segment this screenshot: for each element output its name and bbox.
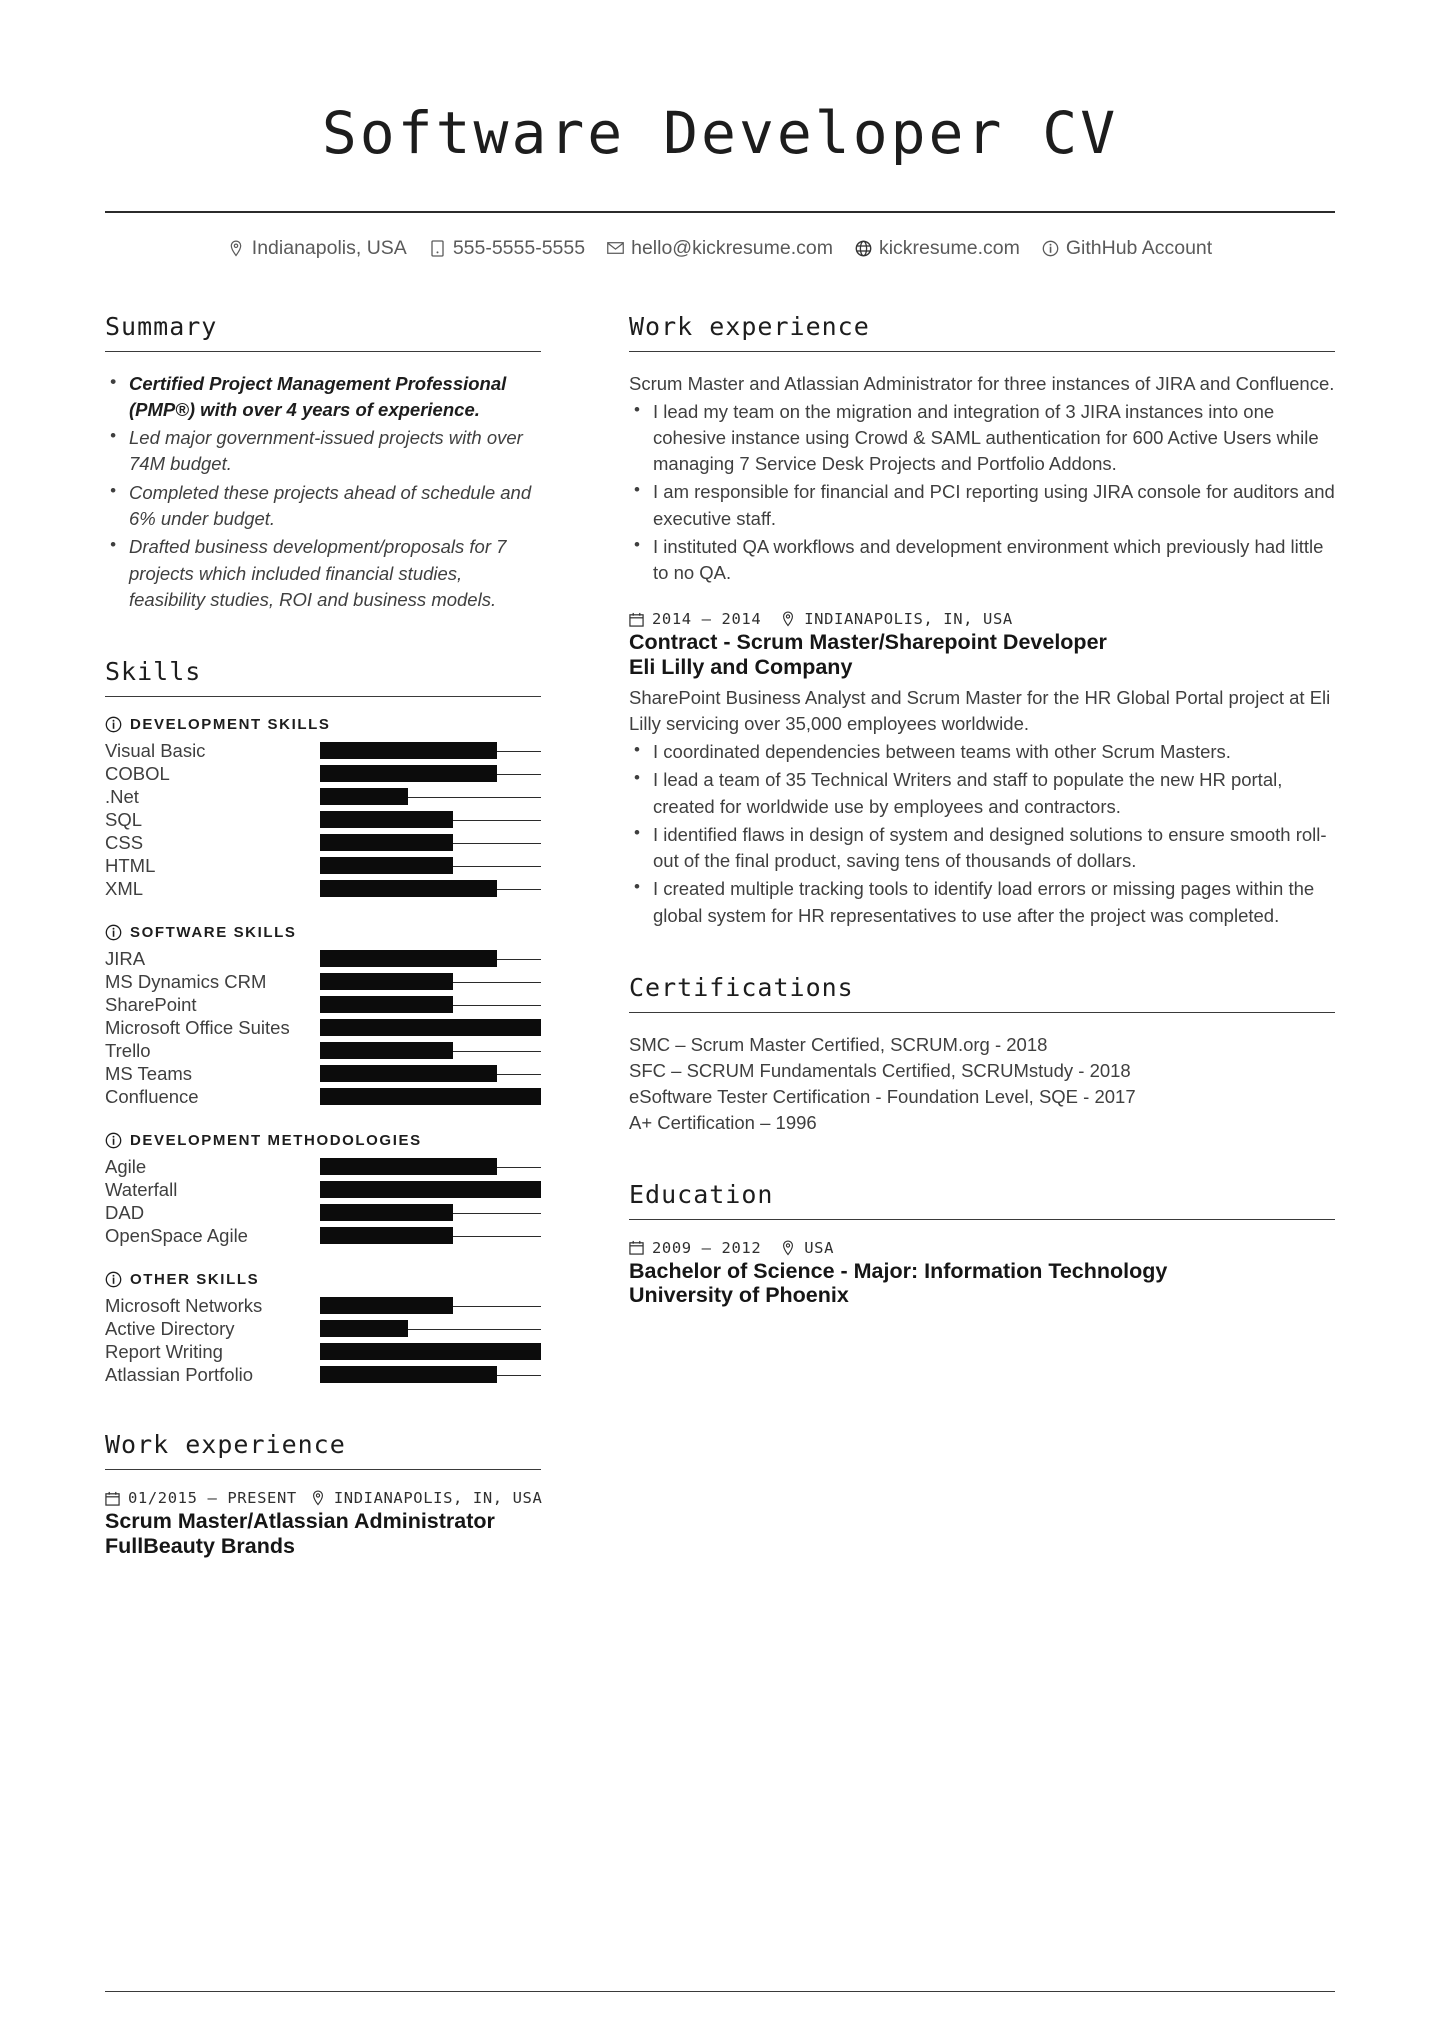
skill-row	[105, 877, 541, 900]
work-experience-section-right	[629, 312, 1335, 929]
skill-bar-fill	[320, 811, 453, 828]
skill-name: MS Dynamics CRM	[105, 970, 267, 992]
contact-text: kickresume.com	[878, 236, 1020, 259]
skill-level-bar	[320, 1320, 541, 1337]
certifications-list	[629, 1032, 1335, 1136]
work-entry-location-left: INDIANAPOLIS, IN, USA	[333, 1489, 543, 1508]
calendar-icon	[105, 1490, 121, 1507]
work-bullet: • I identified flaws in design of system and designed solutions to ensure smooth roll-out of the final product, saving tens of thousands of dollars.	[629, 822, 1335, 875]
skill-group-label: SOFTWARE SKILLS	[130, 924, 297, 942]
skill-name: Atlassian Portfolio	[105, 1363, 254, 1385]
skill-group	[105, 924, 541, 1108]
skill-row	[105, 947, 541, 970]
work-entry-dates-left: 01/2015 – PRESENT	[128, 1489, 297, 1508]
work-entry-title-left: Scrum Master/Atlassian Administrator	[105, 1509, 495, 1534]
skill-name: Report Writing	[105, 1340, 223, 1362]
work-bullet-list-eli-lilly	[629, 739, 1335, 929]
skill-bar-fill	[320, 950, 497, 967]
skill-bar-fill	[320, 834, 453, 851]
work-bullet: • I coordinated dependencies between teams with other Scrum Masters.	[629, 739, 1335, 765]
contact-row	[105, 237, 1335, 260]
skills-divider	[105, 696, 541, 697]
skill-name: Microsoft Networks	[105, 1294, 263, 1316]
certifications-divider	[629, 1012, 1335, 1013]
work-experience-heading-left: Work experience	[105, 1430, 346, 1460]
skill-name: OpenSpace Agile	[105, 1224, 248, 1246]
skill-group	[105, 716, 541, 900]
work-experience-divider-right	[629, 351, 1335, 352]
location-pin-icon	[781, 1239, 797, 1256]
skill-name: Active Directory	[105, 1317, 235, 1339]
skill-row	[105, 1201, 541, 1224]
skill-bar-fill	[320, 1320, 408, 1337]
education-school: University of Phoenix	[629, 1283, 849, 1308]
content-columns	[105, 312, 1335, 1603]
skill-bar-fill	[320, 880, 497, 897]
summary-bullet-list	[105, 371, 541, 613]
skill-name: JIRA	[105, 947, 146, 969]
skill-bar-fill	[320, 1366, 497, 1383]
contact-item-3[interactable]	[855, 237, 1020, 260]
skill-level-bar	[320, 857, 541, 874]
work-entry-meta-left	[105, 1489, 541, 1507]
skill-level-bar	[320, 811, 541, 828]
work-experience-divider-left	[105, 1469, 541, 1470]
certification-line: SMC – Scrum Master Certified, SCRUM.org - 2018	[629, 1033, 1048, 1055]
skill-level-bar	[320, 1019, 541, 1036]
work-entry-meta-right	[629, 610, 1335, 628]
calendar-icon	[629, 1239, 645, 1256]
work-experience-section-left	[105, 1430, 541, 1559]
skill-row	[105, 993, 541, 1016]
skill-bar-fill	[320, 1042, 453, 1059]
skill-level-bar	[320, 1204, 541, 1221]
contact-item-4[interactable]	[1042, 237, 1212, 260]
education-divider	[629, 1219, 1335, 1220]
education-entry	[629, 1239, 1335, 1309]
contact-text: 555-5555-5555	[452, 236, 586, 259]
skill-level-bar	[320, 1088, 541, 1105]
skill-group-label: OTHER SKILLS	[130, 1271, 260, 1289]
skill-level-bar	[320, 1065, 541, 1082]
left-column	[105, 312, 541, 1603]
skill-row	[105, 970, 541, 993]
skill-name: SharePoint	[105, 993, 197, 1015]
summary-bullet: • Led major government-issued projects with over 74M budget.	[105, 425, 541, 478]
skill-name: DAD	[105, 1201, 145, 1223]
work-bullet: • I instituted QA workflows and development environment which previously had little to no QA.	[629, 534, 1335, 587]
education-dates: 2009 – 2012	[652, 1238, 762, 1257]
contact-item-2[interactable]	[607, 237, 833, 260]
skill-level-bar	[320, 1343, 541, 1360]
skill-name: Visual Basic	[105, 739, 206, 761]
skill-bar-fill	[320, 1158, 497, 1175]
skill-row	[105, 1317, 541, 1340]
skill-row	[105, 739, 541, 762]
page-title: Software Developer CV	[321, 99, 1119, 167]
work-bullet: • I created multiple tracking tools to identify load errors or missing pages within the global system for HR representatives to use after the project was completed.	[629, 876, 1335, 929]
education-entry-meta	[629, 1239, 1335, 1257]
info-circle-icon	[105, 716, 122, 733]
skill-row	[105, 1363, 541, 1386]
skill-level-bar	[320, 788, 541, 805]
skill-group-title	[105, 1271, 541, 1288]
work-entry-location-right: INDIANAPOLIS, IN, USA	[804, 610, 1013, 629]
skill-bar-fill	[320, 742, 497, 759]
skill-bar-fill	[320, 1204, 453, 1221]
skill-row	[105, 1039, 541, 1062]
certifications-heading: Certifications	[629, 972, 854, 1002]
skill-row	[105, 1155, 541, 1178]
skill-row	[105, 808, 541, 831]
education-degree: Bachelor of Science - Major: Information Technology	[629, 1258, 1168, 1283]
skill-row	[105, 762, 541, 785]
skill-bar-fill	[320, 973, 453, 990]
skill-bar-fill	[320, 1227, 453, 1244]
skill-row	[105, 854, 541, 877]
summary-bullet: • Drafted business development/proposals for 7 projects which included financial studies, feasibility studies, ROI and business models.	[105, 534, 541, 613]
contact-text: GithHub Account	[1065, 236, 1213, 259]
skill-level-bar	[320, 1042, 541, 1059]
phone-icon	[429, 239, 446, 258]
footer-divider	[105, 1991, 1335, 1992]
skill-level-bar	[320, 742, 541, 759]
work-intro-eli-lilly: SharePoint Business Analyst and Scrum Master for the HR Global Portal project at Eli Lilly servicing over 35,000 employees worldwide.	[629, 687, 1331, 735]
globe-icon	[855, 239, 872, 258]
skill-name: Agile	[105, 1155, 147, 1177]
skill-level-bar	[320, 1366, 541, 1383]
contact-item-1[interactable]	[429, 237, 585, 260]
certification-line: eSoftware Tester Certification - Foundation Level, SQE - 2017	[629, 1085, 1136, 1107]
skills-heading: Skills	[105, 657, 202, 687]
skill-row	[105, 831, 541, 854]
work-entry-dates-right: 2014 – 2014	[652, 610, 762, 629]
skill-bar-fill	[320, 1088, 541, 1105]
skill-level-bar	[320, 1181, 541, 1198]
skill-name: CSS	[105, 831, 144, 853]
skill-level-bar	[320, 765, 541, 782]
skill-name: XML	[105, 877, 144, 899]
skill-name: .Net	[105, 785, 139, 807]
skill-name: COBOL	[105, 762, 170, 784]
skill-row	[105, 1085, 541, 1108]
skill-group-title	[105, 716, 541, 733]
location-pin-icon	[228, 239, 245, 258]
education-section	[629, 1180, 1335, 1309]
work-intro-fullbeauty: Scrum Master and Atlassian Administrator for three instances of JIRA and Confluence.	[629, 372, 1335, 394]
work-experience-heading-right: Work experience	[629, 311, 870, 341]
skill-bar-fill	[320, 1297, 453, 1314]
skill-level-bar	[320, 1227, 541, 1244]
work-entry-eli-lilly	[629, 610, 1335, 929]
work-bullet: • I lead my team on the migration and integration of 3 JIRA instances into one cohesive instance using Crowd & SAML authentication for 600 Active Users while managing 7 Service Desk Projects and Portfolio Addons.	[629, 399, 1335, 478]
summary-divider	[105, 351, 541, 352]
skill-group-title	[105, 924, 541, 941]
skill-level-bar	[320, 950, 541, 967]
work-entry-organization-left: FullBeauty Brands	[105, 1534, 295, 1559]
summary-section	[105, 312, 541, 613]
work-entry-title-right: Contract - Scrum Master/Sharepoint Developer	[629, 630, 1107, 655]
skill-row	[105, 1340, 541, 1363]
skill-bar-fill	[320, 1181, 541, 1198]
skill-bar-fill	[320, 788, 408, 805]
info-circle-icon	[105, 1271, 122, 1288]
skill-row	[105, 1178, 541, 1201]
skill-level-bar	[320, 834, 541, 851]
skill-row	[105, 785, 541, 808]
skill-bar-fill	[320, 1019, 541, 1036]
envelope-icon	[607, 239, 624, 258]
skill-bar-fill	[320, 857, 453, 874]
skill-bar-fill	[320, 1343, 541, 1360]
summary-heading: Summary	[105, 311, 218, 341]
skill-name: SQL	[105, 808, 143, 830]
skill-bar-fill	[320, 765, 497, 782]
skill-level-bar	[320, 1297, 541, 1314]
skill-name: Microsoft Office Suites	[105, 1016, 290, 1038]
skill-name: MS Teams	[105, 1062, 193, 1084]
skill-group-title	[105, 1132, 541, 1149]
skill-groups	[105, 716, 541, 1386]
skill-row	[105, 1224, 541, 1247]
location-pin-icon	[781, 611, 797, 628]
skill-row	[105, 1016, 541, 1039]
contact-text: hello@kickresume.com	[631, 236, 833, 259]
skill-level-bar	[320, 973, 541, 990]
work-entry-organization-right: Eli Lilly and Company	[629, 655, 853, 680]
skill-name: Waterfall	[105, 1178, 178, 1200]
work-bullet: • I am responsible for financial and PCI reporting using JIRA console for auditors and executive staff.	[629, 479, 1335, 532]
right-column	[629, 312, 1335, 1353]
info-circle-icon	[105, 924, 122, 941]
info-circle-icon	[105, 1132, 122, 1149]
skill-name: HTML	[105, 854, 156, 876]
location-pin-icon	[311, 1490, 327, 1507]
skill-name: Confluence	[105, 1085, 199, 1107]
skill-row	[105, 1294, 541, 1317]
certification-line: A+ Certification – 1996	[629, 1111, 817, 1133]
work-bullet-list-fullbeauty	[629, 399, 1335, 587]
info-circle-icon	[1042, 239, 1059, 258]
education-location: USA	[804, 1238, 835, 1257]
work-entry-fullbeauty	[105, 1489, 541, 1559]
certifications-section	[629, 973, 1335, 1136]
calendar-icon	[629, 611, 645, 628]
skill-level-bar	[320, 996, 541, 1013]
contact-item-0[interactable]	[228, 237, 407, 260]
title-divider	[105, 211, 1335, 213]
skill-level-bar	[320, 1158, 541, 1175]
skill-bar-fill	[320, 1065, 497, 1082]
skill-group-label: DEVELOPMENT SKILLS	[130, 716, 331, 734]
skill-row	[105, 1062, 541, 1085]
skill-group	[105, 1132, 541, 1247]
skill-group-label: DEVELOPMENT METHODOLOGIES	[130, 1132, 422, 1150]
skills-section	[105, 657, 541, 1386]
education-heading: Education	[629, 1179, 774, 1209]
work-bullet: • I lead a team of 35 Technical Writers and staff to populate the new HR portal, created for worldwide use by employees and contractors.	[629, 767, 1335, 820]
summary-bullet: • Certified Project Management Professional (PMP®) with over 4 years of experience.	[105, 371, 541, 424]
skill-group	[105, 1271, 541, 1386]
skill-bar-fill	[320, 996, 453, 1013]
certification-line: SFC – SCRUM Fundamentals Certified, SCRUMstudy - 2018	[629, 1059, 1131, 1081]
summary-bullet: • Completed these projects ahead of schedule and 6% under budget.	[105, 480, 541, 533]
skill-name: Trello	[105, 1039, 151, 1061]
skill-level-bar	[320, 880, 541, 897]
contact-text: Indianapolis, USA	[251, 236, 407, 259]
